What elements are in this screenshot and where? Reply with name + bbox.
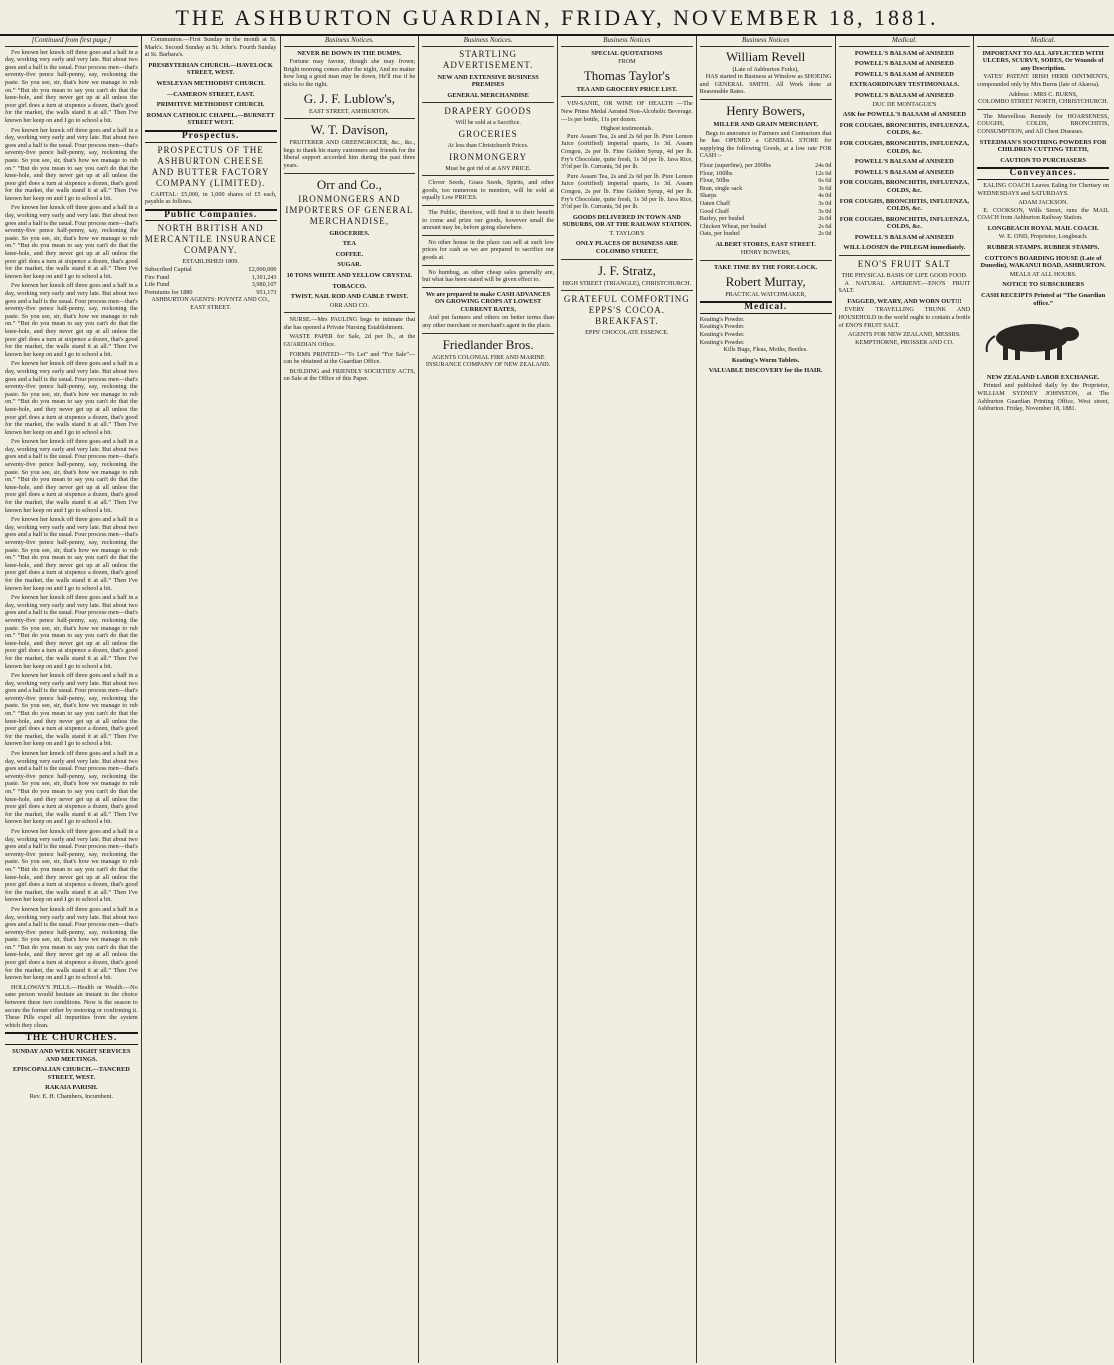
price-row [700, 162, 832, 170]
eno-subtitle: THE PHYSICAL BASIS OF LIFE GOOD FOOD. [841, 272, 968, 280]
price-list-cont: Pure Assam Tea, 2s and 2s 6d per lb. Pure Lemon Juice (certified) imperial quarts, 1s 3d. Assam Congou, 2s per lb. Fine Golden Syrup, 4d per lb. Fry's Chocolate, quite fresh, 1s 3d per lb. Java Rice, 3½d per lb. Currants, 5d per lb. [561, 172, 693, 211]
poem-text: Fortune may favour, though she may frown; Bright morning comes after the night, And no matter how long a good man may be down, He'll rise if he sticks to the right. [283, 58, 416, 88]
longbeach-heading: LONGBEACH ROYAL MAIL COACH. [987, 224, 1099, 232]
keatings-1: Keating's Powder. [699, 315, 745, 323]
divider [422, 287, 554, 288]
price-item: Sharps [699, 192, 717, 200]
ox-illustration [977, 312, 1087, 364]
column-5 [557, 36, 696, 1363]
building-ad: BUILDING and FRIENDLY SOCIETIES' ACTS, on Sale at the Office of this Paper. [283, 367, 416, 383]
public-companies-section: Public Companies. [145, 209, 277, 222]
fire-row [145, 274, 277, 282]
orr-name: Orr and Co., [316, 176, 382, 192]
fire-label: Fire Fund [144, 273, 169, 281]
friedlander-subtitle: AGENTS COLONIAL FIRE AND MARINE INSURANCE COMPANY OF NEW ZEALAND. [425, 353, 551, 369]
worm-tablets: Keating's Worm Tablets. [731, 356, 800, 364]
fire-value: 1,301,243 [251, 273, 277, 281]
steedman-heading: STEEDMAN'S SOOTHING POWDERS FOR CHILDREN CUTTING TEETH, [979, 138, 1107, 154]
taylor-name: Thomas Taylor's [583, 67, 670, 83]
eno-agents: AGENTS FOR NEW ZEALAND, MESSRS. KEMPTHORNE, PROSSER AND CO. [848, 331, 961, 346]
ond-signature: W. E. OND, Proprietor, Longbeach. [998, 233, 1088, 241]
burns-address: Address : MRS C. BURNS, [1008, 90, 1078, 98]
divider [422, 235, 554, 236]
startling-heading: STARTLING ADVERTISEMENT. [442, 48, 534, 70]
bowers-text: Begs to announce to Farmers and Contractors that he has OPENED a GENERAL STORE for supplying the following Goods, at a low rate FOR CASH :- [699, 129, 832, 160]
divider [422, 205, 554, 206]
coughs-1: FOR COUGHS, BRONCHITIS, INFLUENZA, COLDS, &c. [839, 121, 969, 137]
highest-text: Highest testimonials. [600, 125, 653, 133]
story-body-cont-2: I've known her knock off three goes and a half in a day, working very early and very late. But about two goes and a half is the usual. Four process men—that's seventy-five pence half-penny, say, reckoning the paste. So you see, sir, that's how we manage to rub on.” “But do you mean to say you can't do that the knee-hole, and they never get up at all unless the poor girl does a turn at sixpence a dozen, that's good for the market, the walls stand it at all.” Then I've known her keep on and I go to school a bit. [5, 204, 138, 280]
from-text: FROM [618, 58, 636, 66]
coughs-5: FOR COUGHS, BRONCHITIS, INFLUENZA, COLDS, &c. [839, 215, 969, 231]
epps-grateful: GRATEFUL COMFORTING EPPS'S COCOA. BREAKFAST. [563, 294, 690, 327]
divider [284, 312, 416, 313]
subscribed-row [145, 266, 277, 274]
davison-name: W. T. Davison, [310, 122, 389, 138]
price-item: Flour (superfine), per 200lbs [699, 161, 771, 169]
column-5-header: Business Notices [561, 36, 693, 47]
divider [700, 260, 832, 261]
story-body-cont-7: I've known her knock off three goes and a half in a day, working very early and very late. But about two goes and a half is the usual. Four process men—that's seventy-five pence half-penny, say, reckoning the paste. So you see, sir, that's how we manage to rub on.” “But do you mean to say you can't do that the knee-hole, and they never get up at all unless the poor girl does a turn at sixpence a dozen, that's good for the market, the walls stand it at all.” Then I've known her keep on and I go to school a bit. [5, 594, 138, 670]
only-places: ONLY PLACES OF BUSINESS ARE COLOMBO STREET, [575, 240, 678, 256]
goods-delivered: GOODS DELIVERED IN TOWN AND SUBURBS, OR AT THE RAILWAY STATION. [562, 213, 692, 229]
bowers-name: Henry Bowers, [726, 102, 805, 118]
cash-advances: We are prepared to make CASH ADVANCES ON GROWING CROPS AT LOWEST CURRENT RATES, [425, 290, 551, 313]
groceries-heading: GROCERIES. [329, 229, 370, 237]
primitive-heading: PRIMITIVE METHODIST CHURCH. [156, 101, 265, 109]
bonnington-ad: The Marvellous Remedy for HOARSENESS, COUGHS, COLDS, BRONCHITIS, CONSUMPTION, and All Chest Diseases. [977, 112, 1109, 135]
waste-paper-ad: WASTE PAPER for Sale, 2d per lb., at the GUARDIAN Office. [283, 333, 416, 349]
coughs-4: FOR COUGHS, BRONCHITIS, INFLUENZA, COLDS, &c. [839, 197, 969, 213]
ask-powells: ASK for POWELL'S BALSAM of ANISEED [842, 111, 967, 119]
column-4 [418, 36, 557, 1363]
coughs-3: FOR COUGHS, BRONCHITIS, INFLUENZA, COLDS, &c. [839, 179, 969, 194]
column-3-header: Business Notices. [284, 36, 416, 47]
divider [284, 173, 416, 174]
story-body: I've known her knock off three goes and a half in a day, working very early and very late. But about two goes and a half is the usual. Four process men—that's seventy-five pence half-penny, say, reckoning the paste. So you see, sir, that's how we manage to rub on.” “But do you mean to say you can't do that the knee-hole, and they never get up at all unless the poor girl does a turn at sixpence a dozen, that's good for the market, the walls stand it at all.” Then I've known her keep on and I go to school a bit. [5, 48, 138, 124]
friedlander-name: Friedlander Bros. [442, 336, 534, 352]
cash-receipts: CASH RECEIPTS Printed at “The Guardian office.” [981, 292, 1106, 307]
price-value: 12s 6d [815, 169, 832, 177]
story-body-cont-6: I've known her knock off three goes and a half in a day, working very early and very late. But about two goes and a half is the usual. Four process men—that's seventy-five pence half-penny, say, reckoning the paste. So you see, sir, that's how we manage to rub on.” “But do you mean to say you can't do that the knee-hole, and they never get up at all unless the poor girl does a turn at sixpence a dozen, that's good for the market, the walls stand it at all.” Then I've known her keep on and I go to school a bit. [5, 516, 138, 592]
seeds-text: Clover Seeds, Grass Seeds, Spirits, and other goods, too numerous to mention, will be sold at equally Low PRICES. [422, 179, 554, 202]
epps-footer: EPPS' CHOCOLATE ESSENCE. [585, 329, 669, 337]
premiums-label: Premiums for 1880 [144, 288, 193, 296]
medical-section: Medical. [700, 301, 832, 314]
continued-note: [Continued from first page.] [5, 36, 138, 47]
drapery-heading: DRAPERY GOODS [444, 106, 532, 117]
special-quotations: SPECIAL QUOTATIONS [591, 49, 663, 57]
price-row [700, 192, 832, 200]
groceries-text: At less than Christchurch Prices. [447, 141, 529, 149]
premiums-row [145, 289, 277, 297]
column-7 [835, 36, 974, 1363]
powells-2: POWELL'S BALSAM of ANISEED [854, 60, 954, 68]
new-extensive: NEW AND EXTENSIVE BUSINESS PREMISES [437, 73, 539, 89]
no-other-text: No other house in the place can sell at such low prices for cash as we are prepared to sacrifice our goods at. [422, 238, 554, 261]
forms-ad: FORMS PRINTED—“To Let” and “For Sale”—can be obtained at the Guardian Office. [283, 350, 416, 366]
extraordinary: EXTRAORDINARY TESTIMONIALS. [849, 81, 960, 89]
powells-4: POWELL'S BALSAM of ANISEED [854, 91, 954, 99]
flour-price-list [700, 162, 832, 238]
stratz-address: HIGH STREET (TRIANGLE), CHRISTCHURCH. [562, 279, 692, 287]
davison-text: FRUITERER AND GREENGROCER, &c., &c., begs to thank his many customers and friends for the liberal support accorded him during the past three years. [283, 139, 416, 169]
communion-text: Communion.—First Sunday in the month at St. Mark's. Second Sunday at St. John's. Fourth Sunday at St. Barbara's. [144, 36, 277, 59]
burns-street: COLOMBO STREET NORTH, CHRISTCHURCH. [978, 98, 1109, 106]
revell-name: William Revell [725, 48, 806, 64]
churches-heading: THE CHURCHES. [5, 1032, 138, 1045]
price-row [700, 223, 832, 231]
price-value: 3s 0d [818, 199, 832, 207]
caution-heading: CAUTION TO PURCHASERS [1000, 156, 1086, 164]
twist-heading: TWIST, NAIL ROD AND CABLE TWIST. [290, 293, 409, 301]
powells-3: POWELL'S BALSAM of ANISEED [854, 70, 954, 78]
insurance-agents: ASHBURTON AGENTS: POYNTZ AND CO., EAST STREET. [151, 296, 270, 311]
divider [422, 102, 554, 103]
yates-text: YATES' PATENT IRISH HERB OINTMENTS, compounded only by Mrs Burns (late of Akaroa). [977, 73, 1109, 88]
public-text: The Public, therefore, will find it to their benefit to come and prize our goods, however small the amount may be, before going elsewhere. [422, 208, 554, 232]
price-row [700, 208, 832, 216]
column-3 [280, 36, 419, 1363]
masthead [0, 4, 1114, 36]
price-value: 3s 0d [818, 207, 832, 215]
kills-text: Kills Bugs, Fleas, Moths, Beetles. [723, 346, 808, 354]
price-item: Oats, per bushel [699, 230, 740, 238]
newspaper-columns [2, 36, 1112, 1363]
powells-7: POWELL'S BALSAM of ANISEED [854, 233, 954, 241]
footer-imprint: Printed and published daily by the Proprietor, WILLIAM SYDNEY JOHNSTON, at The Ashburton Guardian Printing Office, West street, Ashburton. Friday, November 18, 1881. [977, 382, 1109, 413]
divider [422, 175, 554, 176]
notice-subscribers: NOTICE TO SUBSCRIBERS [1002, 281, 1085, 289]
ironmongery-text: Must be got rid of at ANY PRICE. [445, 164, 531, 172]
life-row [145, 281, 277, 289]
eno-heading: ENO'S FRUIT SALT [857, 259, 951, 270]
ironmongery-heading: IRONMONGERY [449, 151, 528, 162]
murray-subtitle: PRACTICAL WATCHMAKER, [725, 290, 807, 298]
cash-text: And put farmers and others on better terms than any other merchant or merchant's agent in the place. [422, 314, 554, 330]
take-time: TAKE TIME BY THE FORE-LOCK. [713, 264, 818, 272]
wesleyan-subheading: —CAMERON STREET, EAST. [166, 90, 255, 98]
taylor-signature: T. TAYLOR'S [609, 229, 645, 237]
divider [284, 118, 416, 119]
keatings-2: Keating's Powder. [699, 323, 745, 331]
price-value: 2s 0d [818, 230, 832, 238]
column-6-header: Business Notices [700, 36, 832, 47]
divider [561, 290, 693, 291]
revell-text: HAS started in Business at Winslow as SHOEING and GENERAL SMITH. All Work done at Reasonable Rates. [699, 73, 832, 96]
price-row [700, 185, 832, 193]
story-body-cont: I've known her knock off three goes and a half in a day, working very early and very late. But about two goes and a half is the usual. Four process men—that's seventy-five pence half-penny, say, reckoning the paste. So you see, sir, that's how we manage to rub on.” “But do you mean to say you can't do that the knee-hole, and they never get up at all unless the poor girl does a turn at sixpence a dozen, that's good for the market, the walls stand it at all.” Then I've known her keep on and I go to school a bit. [5, 126, 138, 202]
price-row [700, 215, 832, 223]
life-value: 3,980,107 [251, 281, 277, 289]
story-body-cont-9: I've known her knock off three goes and a half in a day, working very early and very late. But about two goes and a half is the usual. Four process men—that's seventy-five pence half-penny, say, reckoning the paste. So you see, sir, that's how we manage to rub on.” “But do you mean to say you can't do that the knee-hole, and they never get up at all unless the poor girl does a turn at sixpence a dozen, that's good for the market, the walls stand it at all.” Then I've known her keep on and I go to school a bit. [5, 750, 138, 826]
price-item: Bran, single sack [699, 184, 743, 192]
story-body-cont-3: I've known her knock off three goes and a half in a day, working very early and very late. But about two goes and a half is the usual. Four process men—that's seventy-five pence half-penny, say, reckoning the paste. So you see, sir, that's how we manage to rub on.” “But do you mean to say you can't do that the knee-hole, and they never get up at all unless the poor girl does a turn at sixpence a dozen, that's good for the market, the walls stand it at all.” Then I've known her keep on and I go to school a bit. [5, 282, 138, 358]
price-item: Barley, per bushel [699, 215, 745, 223]
valuable-discovery: VALUABLE DISCOVERY for the HAIR. [708, 367, 823, 375]
price-value: 24s 0d [815, 161, 832, 169]
revell-subtitle: (Late of Ashburton Forks), [732, 65, 799, 73]
price-list: Pure Assam Tea, 2s and 2s 6d per lb. Pure Lemon Juice (certified) imperial quarts, 1s 3d. Assam Congou, 2s per lb. Fine Golden Syrup, 4d per lb. Fry's Chocolate, quite fresh, 1s 3d per lb. Java Rice, 3½d per lb. Currants, 5d per lb. [561, 132, 693, 171]
divider [977, 109, 1109, 110]
groceries-heading: GROCERIES [458, 128, 518, 139]
tons-heading: 10 TONS WHITE AND YELLOW CRYSTAL [286, 271, 413, 279]
rakaia-text: Rev. E. H. Chambers, Incumbent. [29, 1092, 114, 1100]
column-8 [973, 36, 1112, 1363]
column-2 [141, 36, 280, 1363]
bowers-signature: HENRY BOWERS, [740, 249, 791, 257]
price-row [700, 177, 832, 185]
price-value: 2s 6d [818, 222, 832, 230]
albert-stores: ALBERT STORES, EAST STREET. [715, 240, 816, 248]
story-body-cont-10: I've known her knock off three goes and a half in a day, working very early and very late. But about two goes and a half is the usual. Four process men—that's seventy-five pence half-penny, say, reckoning the paste. So you see, sir, that's how we manage to rub on.” “But do you mean to say you can't do that the knee-hole, and they never get up at all unless the poor girl does a turn at sixpence a dozen, that's good for the market, the walls stand it at all.” Then I've known her keep on and I go to school a bit. [5, 827, 138, 904]
cookson-ad: E. COOKSON, Wills Street, runs the MAIL COACH from Ashburton Railway Station. [977, 206, 1109, 222]
adam-jackson: ADAM JACKSON. [1018, 199, 1069, 207]
price-item: Flour, 100lbs [699, 169, 733, 177]
sugar-heading: SUGAR. [337, 261, 362, 269]
labor-exchange: NEW ZEALAND LABOR EXCHANGE. [986, 373, 1100, 381]
presbyterian-heading: PRESBYTERIAN CHURCH.—HAVELOCK STREET, WEST. [148, 61, 273, 77]
orr-footer: ORR AND CO. [329, 301, 369, 309]
story-body-cont-4: I've known her knock off three goes and a half in a day, working very early and very late. But about two goes and a half is the usual. Four process men—that's seventy-five pence half-penny, say, reckoning the paste. So you see, sir, that's how we manage to rub on.” “But do you mean to say you can't do that the knee-hole, and they never get up at all unless the poor girl does a turn at sixpence a dozen, that's good for the market, the walls stand it at all.” Then I've known her keep on and I go to school a bit. [5, 360, 138, 436]
masthead-title: THE ASHBURTON GUARDIAN, FRIDAY, NOVEMBER 18, 1881. [175, 5, 939, 30]
every-trunk: EVERY TRAVELLING TRUNK AND HOUSEHOLD in the world ought to contain a bottle of ENO'S FRUIT SALT. [838, 306, 971, 329]
column-1 [2, 36, 141, 1363]
price-item: Flour, 50lbs [699, 177, 730, 185]
premiums-value: 951,173 [256, 288, 277, 296]
subscribed-label: Subscribed Capital [144, 265, 192, 273]
tobacco-heading: TOBACCO. [332, 282, 367, 290]
divider [561, 96, 693, 97]
prospectus-section: Prospectus. [145, 130, 277, 143]
wesleyan-heading: WESLEYAN METHODIST CHURCH. [156, 79, 265, 87]
subscribed-value: £2,000,000 [248, 265, 277, 273]
capital-text: CAPITAL: £5,000, in 1,000 shares of £5 each, payable as follows. [144, 190, 277, 206]
divider [422, 265, 554, 266]
column-6 [696, 36, 835, 1363]
powells-5: POWELL'S BALSAM of ANISEED [854, 158, 954, 166]
drapery-text: Will be sold at a Sacrifice. [455, 119, 521, 127]
divider [700, 99, 832, 100]
price-value: 3s 6d [818, 184, 832, 192]
insurance-title: NORTH BRITISH AND MERCANTILE INSURANCE COMPANY. [144, 223, 277, 256]
price-value: 2s 0d [818, 215, 832, 223]
price-value: 4s 0d [818, 192, 832, 200]
coughs-2: FOR COUGHS, BRONCHITIS, INFLUENZA, COLDS, &c. [839, 139, 969, 155]
price-item: Good Chaff [699, 207, 730, 215]
orr-subtitle: IRONMONGERS AND IMPORTERS OF GENERAL MERCHANDISE, [285, 193, 414, 226]
bowers-subtitle: MILLER AND GRAIN MERCHANT, [713, 120, 818, 128]
keatings-4: Keating's Powder. [699, 338, 745, 346]
story-body-cont-8: I've known her knock off three goes and a half in a day, working very early and very late. But about two goes and a half is the usual. Four process men—that's seventy-five pence half-penny, say, reckoning the paste. So you see, sir, that's how we manage to rub on.” “But do you mean to say you can't do that the knee-hole, and they never get up at all unless the poor girl does a turn at sixpence a dozen, that's good for the market, the walls stand it at all.” Then I've known her keep on and I go to school a bit. [5, 672, 138, 748]
poem-title: NEVER BE DOWN IN THE DUMPS. [297, 49, 402, 57]
powells-6: POWELL'S BALSAM of ANISEED [854, 168, 954, 176]
humbug-text: No humbug, as other cheap sales generally are, but what has been stated will be given effect to. [422, 268, 554, 284]
column-4-header: Business Notices. [422, 36, 554, 47]
roman-heading: ROMAN CATHOLIC CHAPEL.—BURNETT STREET WEST. [146, 111, 275, 127]
price-item: Oaten Chaff [699, 199, 731, 207]
column-7-header: Medical. [839, 36, 971, 47]
keatings-3: Keating's Powder. [699, 331, 745, 339]
meals-text: MEALS AT ALL HOURS. [1009, 270, 1077, 278]
conveyances-section: Conveyances. [977, 167, 1109, 180]
price-row [700, 230, 832, 238]
duc-text: DUC DE MONTAGUE'S [872, 100, 937, 108]
episcopal-heading: EPISCOPALIAN CHURCH.—TANCRED STREET, WEST. [12, 1066, 130, 1081]
tea-grocery-heading: TEA AND GROCERY PRICE LIST. [576, 85, 678, 93]
natural-aperient: A NATURAL APERIENT.—ENO'S FRUIT SALT. [838, 279, 971, 295]
divider [839, 255, 971, 256]
vinsanie-text: VIN-SANIE, OR WINE OF HEALTH —The New Prime Medal Aerated Non-Alcoholic Beverage.—1s per bottle, 11s per dozen. [561, 100, 693, 123]
churches-subheading: SUNDAY AND WEEK NIGHT SERVICES AND MEETINGS. [12, 1048, 131, 1063]
ealing-ad: EALING COACH Leaves Ealing for Chertsey on WEDNESDAYS and SATURDAYS. [977, 181, 1109, 197]
murray-name: Robert Murray, [725, 273, 806, 289]
story-body-cont-5: I've known her knock off three goes and a half in a day, working very early and very late. But about two goes and a half is the usual. Four process men—that's seventy-five pence half-penny, say, reckoning the paste. So you see, sir, that's how we manage to rub on.” “But do you mean to say you can't do that the knee-hole, and they never get up at all unless the poor girl does a turn at sixpence a dozen, that's good for the market, the walls stand it at all.” Then I've known her keep on and I go to school a bit. [5, 438, 138, 514]
powells-1: POWELL'S BALSAM of ANISEED [854, 49, 954, 57]
tea-heading: TEA [342, 240, 356, 248]
lublow-address: EAST STREET, ASHBURTON. [308, 107, 390, 115]
divider [422, 333, 554, 334]
established-text: ESTABLISHED 1809. [182, 258, 239, 266]
stratz-name: J. F. Stratz, [597, 262, 656, 278]
price-row [700, 200, 832, 208]
price-value: 6s 6d [818, 177, 832, 185]
holloway-ad: HOLLOWAY'S PILLS.—Health or Wealth.—No sane person would hesitate an instant in the choice between these two conditions. Now is the season to secure the former either by restoring or confirming it. These Pills expel all impurities from the system which they clean. [5, 983, 138, 1029]
cottons-boarding: COTTON'S BOARDING HOUSE (Late of Dunedin), WAKANUI ROAD, ASHBURTON. [980, 254, 1106, 270]
rubber-stamps: RUBBER STAMPS. RUBBER STAMPS. [987, 244, 1100, 252]
prospectus-title: PROSPECTUS OF THE ASHBURTON CHEESE AND BUTTER FACTORY COMPANY (LIMITED). [151, 144, 270, 188]
important-heading: IMPORTANT TO ALL AFFLICTED WITH ULCERS, SCURVY, SORES, Or Wounds of any Description. [982, 49, 1104, 72]
price-item: Chicken Wheat, per bushel [699, 222, 767, 230]
fagged-heading: FAGGED, WEARY, AND WORN OUT!!! [847, 297, 962, 305]
general-merchandise: GENERAL MERCHANDISE [447, 91, 529, 99]
coffee-heading: COFFEE. [335, 250, 364, 258]
story-body-cont-11: I've known her knock off three goes and a half in a day, working very early and very late. But about two goes and a half is the usual. Four process men—that's seventy-five pence half-penny, say, reckoning the paste. So you see, sir, that's how we manage to rub on.” “But do you mean to say you can't do that the knee-hole, and they never get up at all unless the poor girl does a turn at sixpence a dozen, that's good for the market, the walls stand it at all.” Then I've known her keep on and I go to school a bit. [5, 905, 138, 982]
nurse-ad: NURSE.—Mrs PAULING begs to intimate that she has opened a Private Nursing Establishment. [283, 316, 416, 331]
rakaia-heading: RAKAIA PARISH. [45, 1084, 98, 1092]
price-row [700, 170, 832, 178]
lublow-name: G. J. F. Lublow's, [303, 90, 395, 106]
column-8-header: Medical. [977, 36, 1109, 47]
life-label: Life Fund [144, 281, 170, 289]
divider [561, 259, 693, 260]
loosen-text: WILL LOOSEN the PHLEGM immediately. [843, 244, 966, 252]
